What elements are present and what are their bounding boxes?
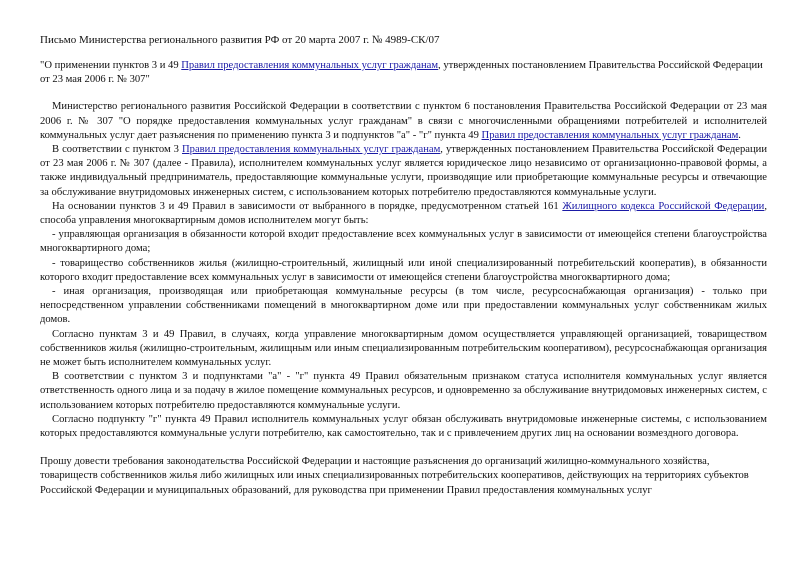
paragraph-8 [40, 370, 767, 413]
paragraph-text: В соответствии с пунктом 3 [52, 144, 183, 156]
paragraph-text: В соответствии с пунктом 3 и подпунктами "а" - "г" пункта 49 Правил обязательным признаком статуса исполнителя коммунальных услуг является ответственность одного лица и за подачу в жилое помещение коммунальных ресурсов, и одновременно за обслуживание внутридомовых инженерных систем, с использованием которых потребителю предоставляются коммунальные услуги. [40, 371, 767, 411]
paragraph-7 [40, 328, 767, 371]
subtitle-text-pre: "О применении пунктов 3 и 49 [40, 60, 182, 71]
list-item-hoa [40, 257, 767, 285]
rules-link[interactable]: Правил предоставления коммунальных услуг гражданам [182, 144, 441, 156]
housing-code-link[interactable]: Жилищного кодекса Российской Федерации [562, 200, 765, 212]
paragraph-2 [40, 143, 767, 200]
paragraph-text: Согласно пунктам 3 и 49 Правил, в случаях, когда управление многоквартирным домом осуществляется управляющей организацией, товариществом собственников жилья (жилищно-строительным, жилищным или иным специализированным потребительским кооперативом), ресурсоснабжающая организация не может быть исполнителем коммунальных услуг. [40, 328, 767, 369]
paragraph-text: - иная организация, производящая или приобретающая коммунальные ресурсы (в том числе, ресурсоснабжающая организация) - только при непосредственном управлении собственниками помещений в многоквартирном доме или при предоставлении коммунальных услуг собственникам жилых домов. [40, 286, 767, 326]
paragraph-text: - управляющая организация в обязанности которой входит предоставление всех коммунальных услуг в зависимости от имеющейся степени благоустройства многоквартирного дома; [40, 229, 767, 255]
paragraph-text: , способа управления многоквартирным домов исполнителем могут быть: [40, 200, 767, 227]
document-body [40, 100, 767, 441]
document-title: Письмо Министерства регионального развития РФ от 20 марта 2007 г. № 4989-СК/07 [40, 34, 440, 46]
rules-link[interactable]: Правил предоставления коммунальных услуг гражданам [481, 129, 739, 141]
list-item-other-organization [40, 285, 767, 328]
paragraph-9 [40, 413, 767, 441]
paragraph-text: Министерство регионального развития Российской Федерации в соответствии с пунктом 6 постановления Правительства Российской Федерации от 23 мая 2006 г. № 307 "О порядке предоставления коммунальных услуг гражданам" в связи с многочисленными обращениями потребителей и исполнителей коммунальных услуг дает разъяснения по применению пункта 3 и подпунктов "а" - "г" пункта 49 [40, 101, 767, 141]
paragraph-text: - товарищество собственников жилья (жилищно-строительный, жилищный или иной специализированный потребительский кооператив), в обязанности которого входит предоставление всех коммунальных услуг в зависимости от имеющейся степени благоустройства многоквартирного дома; [40, 257, 767, 283]
list-item-management-company [40, 228, 767, 256]
paragraph-3 [40, 200, 767, 228]
subtitle-text-post: , утвержденных постановлением Правительства Российской Федерации от 23 мая 2006 г. № 307" [40, 60, 763, 86]
document-subtitle [40, 59, 767, 87]
paragraph-1 [40, 100, 767, 143]
subtitle-rules-link[interactable]: Правил предоставления коммунальных услуг гражданам [181, 60, 439, 71]
closing-paragraph: Прошу довести требования законодательства Российской Федерации и настоящие разъяснения до организаций жилищно-коммунального хозяйства, товариществ собственников жилья либо жилищных или иных специализированных потребительских кооперативов, действующих на территориях субъектов Российской Федерации и муниципальных образований, для руководства при применении Правил предоставления коммунальных услуг [40, 456, 749, 496]
paragraph-text: Согласно подпункту "г" пункта 49 Правил исполнитель коммунальных услуг обязан обслуживать внутридомовые инженерные системы, с использованием которых предоставляются коммунальные услуги потребителю, как самостоятельно, так и с привлечением других лиц на основании возмездного договора. [40, 413, 767, 440]
paragraph-text: . [738, 129, 741, 141]
paragraph-text: На основании пунктов 3 и 49 Правил в зависимости от выбранного в порядке, предусмотренном статьей 161 [52, 200, 563, 212]
paragraph-text: , утвержденных постановлением Правительства Российской Федерации от 23 мая 2006 г. № 307 (далее - Правила), исполнителем коммунальных услуг является юридическое лицо независимо от организационно-правовой формы, а также индивидуальный предприниматель, предоставляющие коммунальные услуги, производящие или приобретающие коммунальные ресурсы и отвечающие за обслуживание внутридомовых инженерных систем, с использованием которых потребителю предоставляются коммунальные услуги. [40, 144, 767, 198]
